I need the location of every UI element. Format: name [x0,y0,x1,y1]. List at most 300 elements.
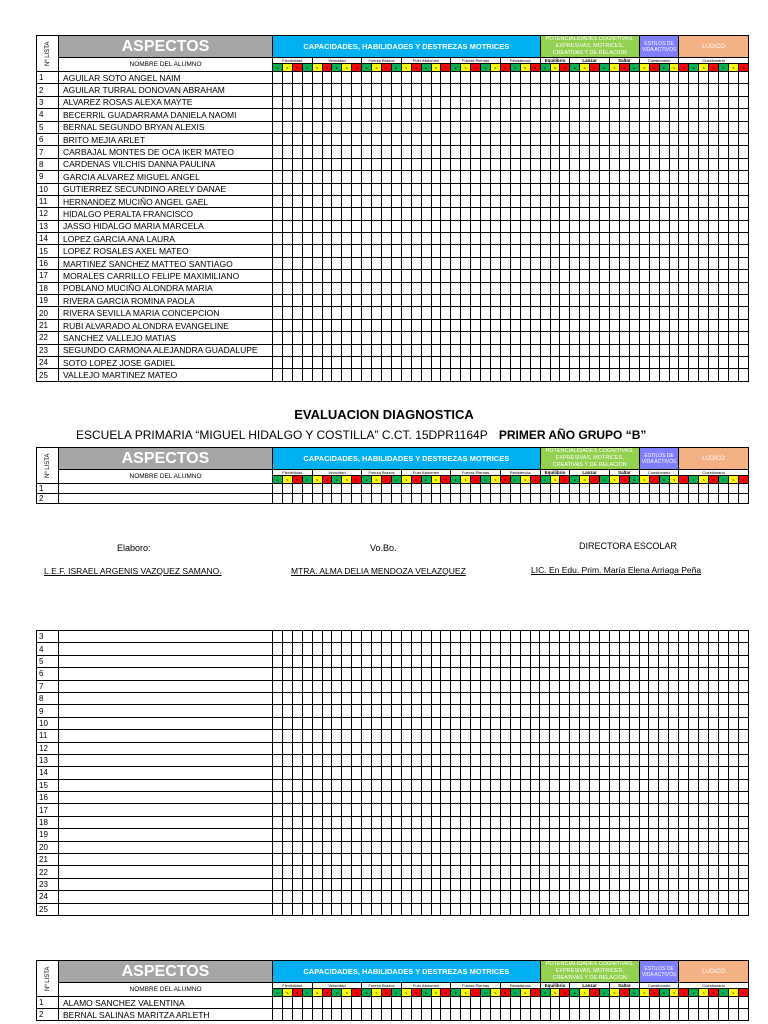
score-cell [471,866,481,878]
score-cell [619,319,629,331]
score-cell [282,631,292,643]
student-name [59,779,273,791]
score-cell [689,705,699,717]
score-cell [421,84,431,96]
score-cell [292,997,302,1009]
score-cell [421,208,431,220]
score-cell [352,121,362,133]
score-cell [679,754,689,766]
score-cell [411,233,421,245]
level-cell: R [738,64,748,72]
score-cell [352,643,362,655]
score-cell [698,754,708,766]
score-cell [728,183,738,195]
evaluation-grid [36,630,749,916]
score-cell [550,121,560,133]
score-cell [580,767,590,779]
score-cell [560,854,570,866]
score-cell [679,158,689,170]
score-cell [530,878,540,890]
score-cell [342,257,352,269]
score-cell [699,344,709,356]
score-cell [391,295,401,307]
score-cell [481,730,491,742]
score-cell [639,841,649,853]
score-cell [302,158,312,170]
student-name [59,705,273,717]
score-cell [381,792,391,804]
score-cell [411,109,421,121]
score-cell [372,282,382,294]
score-cell [431,692,441,704]
level-cell: S [401,64,411,72]
score-cell [689,754,699,766]
score-cell [619,997,629,1009]
score-cell [520,195,530,207]
score-cell [629,891,639,903]
row-number: 15 [37,779,59,791]
score-cell [600,233,610,245]
score-cell [342,655,352,667]
score-cell [560,705,570,717]
score-cell [411,356,421,368]
score-cell [332,233,342,245]
score-cell [699,245,709,257]
score-cell [500,158,510,170]
score-cell [401,356,411,368]
score-cell [689,680,699,692]
score-cell [639,158,649,170]
score-cell [352,195,362,207]
score-cell [273,270,283,282]
score-cell [669,903,679,915]
sub-header-potencialidad: Equilibrio [540,58,570,64]
score-cell [659,344,669,356]
score-cell [362,730,372,742]
score-cell [411,484,421,494]
score-cell [520,257,530,269]
score-cell [540,866,550,878]
score-cell [629,158,639,170]
score-cell [401,680,411,692]
student-name: SEGUNDO CARMONA ALEJANDRA GUADALUPE [59,344,273,356]
score-cell [510,816,520,828]
score-cell [431,484,441,494]
score-cell [322,295,332,307]
score-cell [352,854,362,866]
score-cell [322,257,332,269]
sub-header-capacidad: Velocidad [312,983,362,989]
score-cell [381,245,391,257]
score-cell [510,829,520,841]
score-cell [689,183,699,195]
score-cell [322,233,332,245]
score-cell [659,484,669,494]
score-cell [332,96,342,108]
score-cell [273,344,283,356]
score-cell [580,233,590,245]
score-cell [728,171,738,183]
score-cell [500,643,510,655]
score-cell [322,109,332,121]
score-cell [619,484,629,494]
score-cell [590,220,600,232]
score-cell [659,804,669,816]
score-cell [510,804,520,816]
score-cell [273,692,283,704]
score-cell [342,891,352,903]
score-cell [451,680,461,692]
score-cell [391,841,401,853]
score-cell [411,220,421,232]
score-cell [530,705,540,717]
student-name [59,841,273,853]
student-name: ALAMO SANCHEZ VALENTINA [59,997,273,1009]
score-cell [481,866,491,878]
score-cell [362,146,372,158]
score-cell [312,779,322,791]
score-cell [580,307,590,319]
score-cell [292,295,302,307]
score-cell [451,245,461,257]
score-cell [312,754,322,766]
score-cell [471,270,481,282]
score-cell [560,295,570,307]
score-cell [461,270,471,282]
score-cell [342,816,352,828]
score-cell [698,878,708,890]
score-cell [342,854,352,866]
score-cell [639,997,649,1009]
score-cell [679,295,689,307]
score-cell [698,792,708,804]
score-cell [322,742,332,754]
score-cell [292,754,302,766]
score-cell [669,854,679,866]
score-cell [719,171,729,183]
elaboro-label: Elaboro: [117,543,151,553]
score-cell [461,1009,471,1021]
score-cell [659,146,669,158]
score-cell [510,220,520,232]
score-cell [273,903,283,915]
student-name [59,816,273,828]
score-cell [659,655,669,667]
score-cell [352,717,362,729]
score-cell [580,494,590,504]
level-cell: E [481,476,491,484]
score-cell [431,171,441,183]
score-cell [451,233,461,245]
score-cell [689,779,699,791]
score-cell [292,705,302,717]
score-cell [352,742,362,754]
student-name: BRITO MEJIA ARLET [59,133,273,145]
score-cell [719,344,729,356]
score-cell [510,133,520,145]
score-cell [421,369,431,381]
score-cell [600,369,610,381]
level-cell: E [719,476,729,484]
row-number: 14 [37,233,59,245]
score-cell [619,494,629,504]
score-cell [490,705,500,717]
score-cell [689,767,699,779]
score-cell [738,344,748,356]
score-cell [510,484,520,494]
score-cell [273,816,283,828]
score-cell [609,72,619,84]
score-cell [381,171,391,183]
score-cell [273,356,283,368]
score-cell [500,692,510,704]
score-cell [669,717,679,729]
score-cell [461,158,471,170]
score-cell [352,233,362,245]
level-cell: S [490,64,500,72]
score-cell [728,109,738,121]
score-cell [441,121,451,133]
score-cell [709,96,719,108]
score-cell [738,158,748,170]
score-cell [689,307,699,319]
level-cell: R [352,989,362,997]
score-cell [520,183,530,195]
row-number: 3 [37,631,59,643]
score-cell [738,484,748,494]
score-cell [679,319,689,331]
score-cell [451,270,461,282]
score-cell [728,72,738,84]
score-cell [679,866,689,878]
score-cell [421,344,431,356]
score-cell [649,692,659,704]
score-cell [401,717,411,729]
score-cell [352,72,362,84]
score-cell [560,816,570,828]
score-cell [441,356,451,368]
score-cell [580,997,590,1009]
score-cell [282,754,292,766]
score-cell [471,717,481,729]
level-cell: S [312,476,322,484]
score-cell [312,878,322,890]
score-cell [500,754,510,766]
vobo-label: Vo.Bo. [370,543,397,553]
score-cell [689,121,699,133]
score-cell [629,183,639,195]
score-cell [698,854,708,866]
score-cell [728,208,738,220]
score-cell [600,121,610,133]
score-cell [560,72,570,84]
score-cell [342,767,352,779]
score-cell [461,816,471,828]
score-cell [560,344,570,356]
score-cell [490,121,500,133]
score-cell [441,829,451,841]
level-cell: S [550,64,560,72]
student-name [59,484,273,494]
student-name: CARDENAS VILCHIS DANNA PAULINA [59,158,273,170]
score-cell [332,484,342,494]
score-cell [421,668,431,680]
score-cell [560,183,570,195]
score-cell [421,245,431,257]
score-cell [600,220,610,232]
score-cell [312,804,322,816]
score-cell [381,344,391,356]
level-cell: S [550,989,560,997]
score-cell [421,816,431,828]
level-cell: E [629,64,639,72]
score-cell [699,369,709,381]
level-cell: S [669,989,679,997]
score-cell [679,854,689,866]
row-number: 21 [37,319,59,331]
score-cell [411,891,421,903]
score-cell [629,257,639,269]
score-cell [500,208,510,220]
score-cell [580,484,590,494]
level-cell: E [600,989,610,997]
score-cell [481,779,491,791]
score-cell [719,282,729,294]
score-cell [302,282,312,294]
score-cell [312,208,322,220]
score-cell [431,878,441,890]
score-cell [580,829,590,841]
student-name [59,730,273,742]
potencialidades-header: POTENCIALIDADES COGNITIVAS, EXPRESIVAS, MOTRICES, CREATIVAS Y DE RELACION [540,448,639,470]
score-cell [689,257,699,269]
score-cell [738,233,748,245]
score-cell [649,779,659,791]
level-cell: S [401,989,411,997]
score-cell [332,171,342,183]
score-cell [520,997,530,1009]
score-cell [381,705,391,717]
level-cell: R [530,989,540,997]
score-cell [441,1009,451,1021]
score-cell [728,854,738,866]
score-cell [322,854,332,866]
score-cell [698,891,708,903]
score-cell [282,332,292,344]
score-cell [689,484,699,494]
score-cell [590,109,600,121]
score-cell [590,356,600,368]
score-cell [659,257,669,269]
score-cell [649,484,659,494]
score-cell [421,96,431,108]
score-cell [381,270,391,282]
score-cell [421,270,431,282]
score-cell [282,1009,292,1021]
score-cell [342,792,352,804]
score-cell [481,183,491,195]
student-name: BERNAL SEGUNDO BRYAN ALEXIS [59,121,273,133]
score-cell [500,84,510,96]
score-cell [421,631,431,643]
score-cell [332,997,342,1009]
score-cell [372,631,382,643]
score-cell [728,282,738,294]
score-cell [322,717,332,729]
score-cell [481,220,491,232]
score-cell [461,484,471,494]
score-cell [431,643,441,655]
score-cell [708,841,718,853]
score-cell [520,804,530,816]
score-cell [431,841,441,853]
score-cell [481,494,491,504]
level-cell: E [391,64,401,72]
score-cell [372,133,382,145]
score-cell [441,854,451,866]
score-cell [689,220,699,232]
score-cell [362,1009,372,1021]
score-cell [530,195,540,207]
score-cell [431,816,441,828]
score-cell [629,96,639,108]
level-cell: E [273,64,283,72]
score-cell [600,158,610,170]
score-cell [372,903,382,915]
nombre-alumno-header: NOMBRE DEL ALUMNO [59,470,273,484]
level-cell: R [441,989,451,997]
score-cell [302,668,312,680]
score-cell [451,792,461,804]
score-cell [609,133,619,145]
score-cell [599,655,609,667]
score-cell [411,72,421,84]
score-cell [431,754,441,766]
score-cell [332,146,342,158]
score-cell [391,903,401,915]
score-cell [431,854,441,866]
level-cell: S [728,476,738,484]
row-number: 23 [37,344,59,356]
score-cell [273,792,283,804]
score-cell [362,829,372,841]
score-cell [381,319,391,331]
score-cell [609,257,619,269]
score-cell [570,195,580,207]
score-cell [639,109,649,121]
score-cell [689,804,699,816]
score-cell [580,295,590,307]
score-cell [342,208,352,220]
score-cell [649,767,659,779]
score-cell [461,295,471,307]
score-cell [401,270,411,282]
score-cell [580,903,590,915]
score-cell [590,369,600,381]
score-cell [362,319,372,331]
level-cell: E [273,476,283,484]
score-cell [332,84,342,96]
student-name [59,692,273,704]
score-cell [490,208,500,220]
score-cell [481,369,491,381]
score-cell [362,307,372,319]
score-cell [699,121,709,133]
score-cell [590,96,600,108]
score-cell [381,1009,391,1021]
score-cell [332,282,342,294]
score-cell [421,717,431,729]
